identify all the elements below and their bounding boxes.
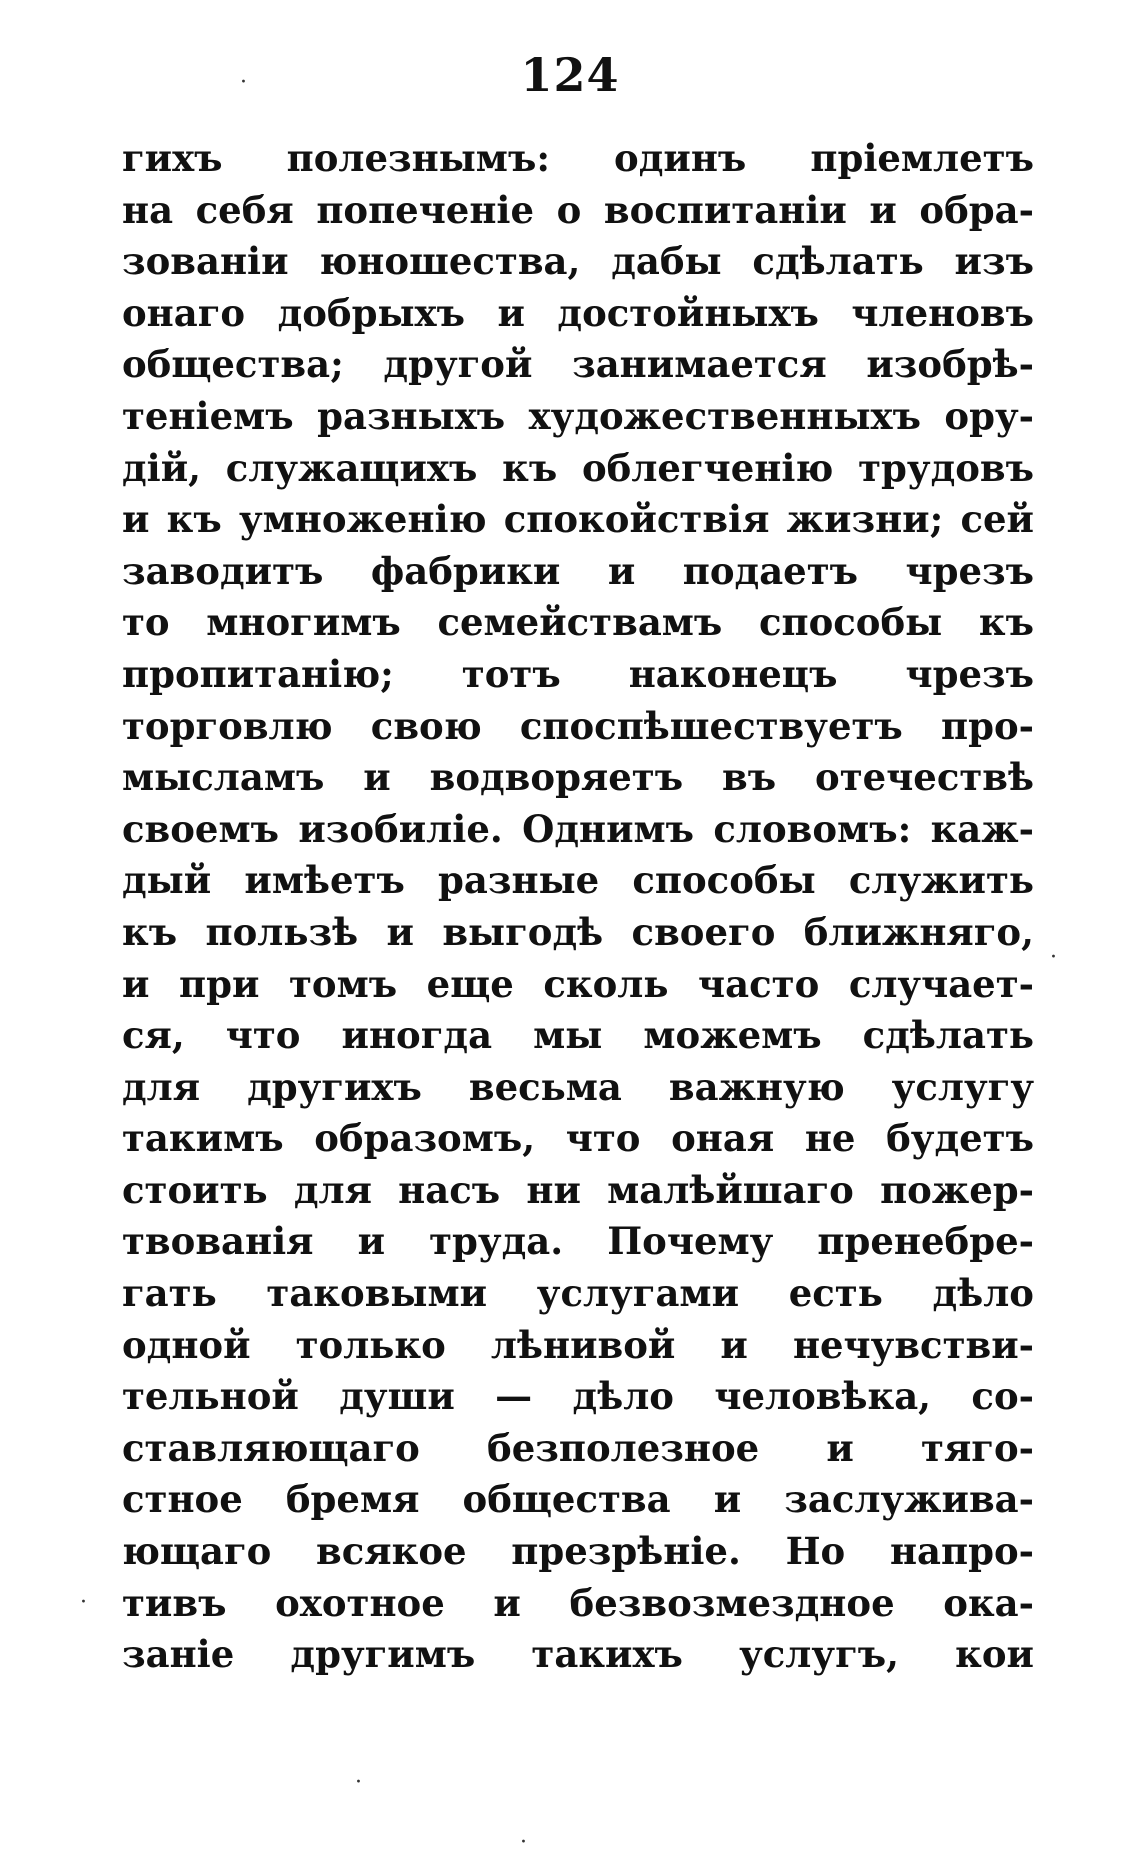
body-text bbox=[122, 133, 1034, 1681]
text-line: стное бремя общества и заслужива- bbox=[122, 1477, 1034, 1522]
scan-speck: · bbox=[520, 1830, 527, 1855]
scan-speck: · bbox=[240, 70, 247, 95]
text-line: такимъ образомъ, что оная не будетъ bbox=[122, 1116, 1034, 1161]
text-line: гать таковыми услугами есть дѣло bbox=[122, 1271, 1034, 1316]
text-line: твованія и труда. Почему пренебре- bbox=[122, 1219, 1034, 1264]
text-line: одной только лѣнивой и нечувстви- bbox=[122, 1322, 1034, 1367]
text-line: ющаго всякое презрѣніе. Но напро- bbox=[122, 1529, 1034, 1574]
text-line: гихъ полезнымъ: одинъ пріемлетъ bbox=[122, 136, 1034, 180]
text-line: заводитъ фабрики и подаетъ чрезъ bbox=[122, 548, 1034, 593]
text-line: къ пользѣ и выгодѣ своего ближняго, bbox=[122, 909, 1034, 954]
text-line: и при томъ еще сколь часто случает- bbox=[122, 961, 1034, 1006]
scan-speck: · bbox=[1050, 945, 1057, 970]
text-line: на себя попеченіе о воспитаніи и обра- bbox=[122, 187, 1034, 232]
scan-speck: · bbox=[80, 1590, 87, 1615]
page-number: 124 bbox=[520, 48, 620, 102]
text-line: онаго добрыхъ и достойныхъ членовъ bbox=[122, 290, 1034, 335]
text-line: своемъ изобиліе. Однимъ словомъ: каж- bbox=[122, 806, 1034, 851]
text-line: общества; другой занимается изобрѣ- bbox=[122, 342, 1034, 387]
text-line: мысламъ и водворяетъ въ отечествѣ bbox=[122, 755, 1034, 800]
text-line: и къ умноженію спокойствія жизни; сей bbox=[122, 497, 1034, 542]
text-line: для другихъ весьма важную услугу bbox=[122, 1064, 1034, 1109]
text-line: то многимъ семействамъ способы къ bbox=[122, 600, 1034, 645]
text-line: тивъ охотное и безвозмездное ока- bbox=[122, 1580, 1034, 1625]
text-line: ставляющаго безполезное и тяго- bbox=[122, 1425, 1034, 1470]
text-line: стоить для насъ ни малѣйшаго пожер- bbox=[122, 1167, 1034, 1212]
scan-speck: · bbox=[355, 1770, 362, 1795]
text-line: пропитанію; тотъ наконецъ чрезъ bbox=[122, 651, 1034, 696]
text-line: зованіи юношества, дабы сдѣлать изъ bbox=[122, 239, 1034, 284]
text-line: заніе другимъ такихъ услугъ, кои bbox=[122, 1632, 1034, 1677]
text-line: ся, что иногда мы можемъ сдѣлать bbox=[122, 1013, 1034, 1058]
text-line: дый имѣетъ разные способы служить bbox=[122, 858, 1034, 903]
text-line: теніемъ разныхъ художественныхъ ору- bbox=[122, 393, 1034, 438]
text-line: дій, служащихъ къ облегченію трудовъ bbox=[122, 445, 1034, 490]
text-line: торговлю свою споспѣшествуетъ про- bbox=[122, 703, 1034, 748]
text-line: тельной души — дѣло человѣка, со- bbox=[122, 1374, 1034, 1419]
